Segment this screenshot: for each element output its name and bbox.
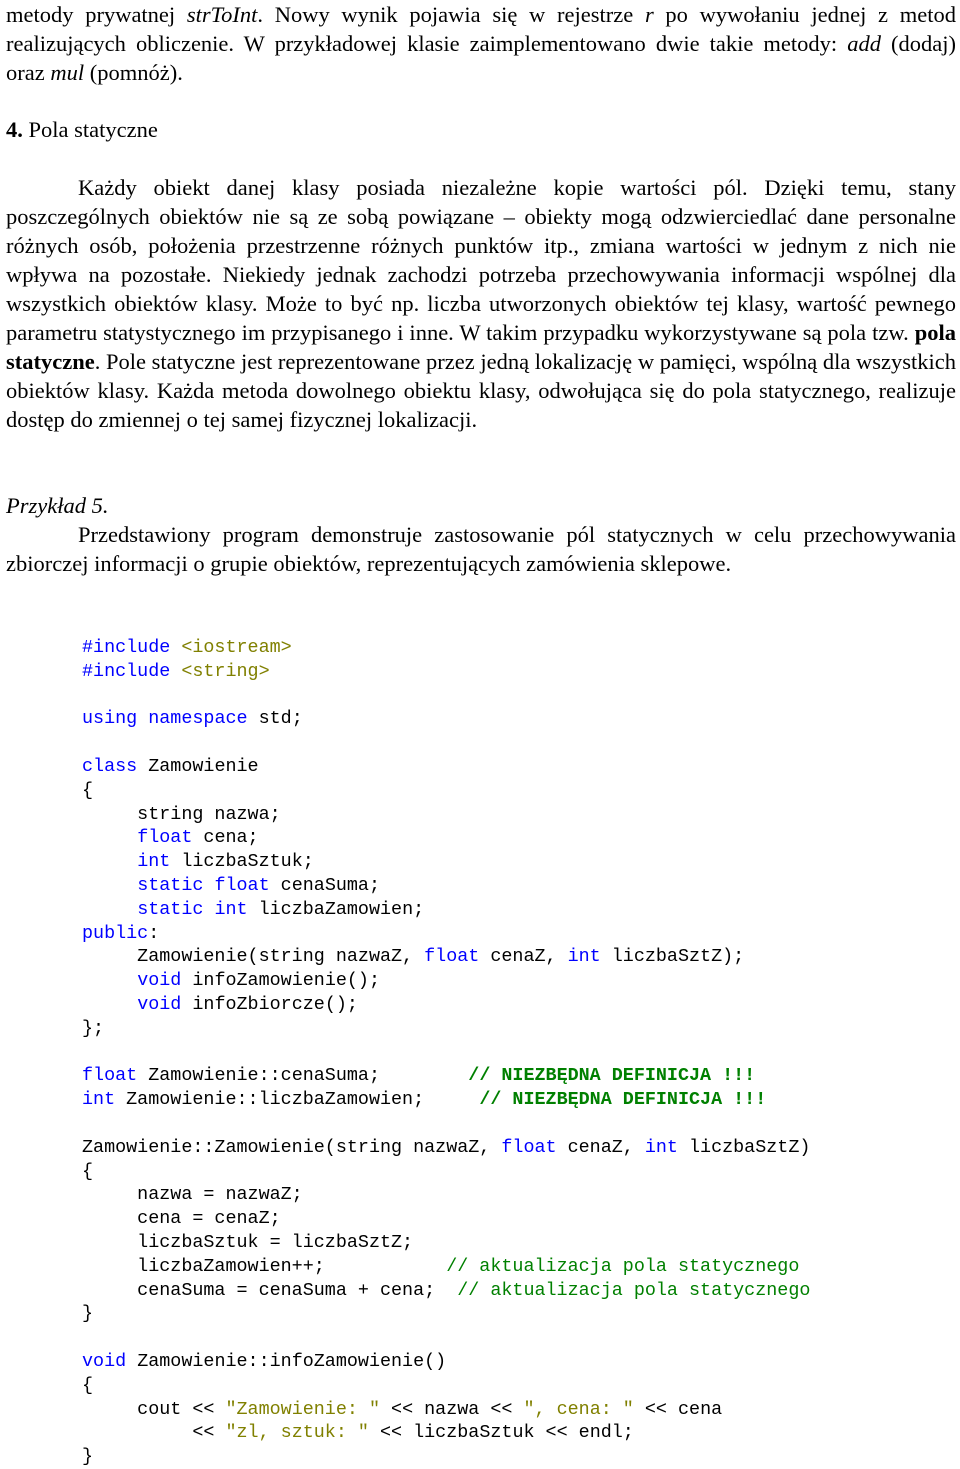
code-line: [82, 1041, 810, 1065]
code-text: infoZamowienie();: [181, 970, 380, 992]
code-text: << cena: [633, 1398, 723, 1420]
code-text: cenaSuma = cenaSuma + cena;: [82, 1279, 458, 1301]
code-text: }: [82, 1303, 94, 1325]
code-comment: // aktualizacja pola statycznego: [446, 1255, 800, 1277]
body-text: . Pole statyczne jest reprezentowane przez jedną lokalizację w pamięci, wspólną dla wszystkich obiektów klasy. Każda metoda dowolnego obiektu klasy, odwołująca się do pola statycznego, realizuje dostęp do zmiennej o tej samej fizycznej lokalizacji.: [6, 349, 956, 432]
code-comment-bold: // NIEZBĘDNA DEFINICJA !!!: [479, 1089, 767, 1111]
intro-italic-strtoint: strToInt: [186, 2, 258, 27]
code-text: liczbaSztuk;: [170, 851, 314, 873]
code-line: [82, 969, 810, 993]
code-line: [82, 1231, 810, 1255]
intro-italic-r: r: [644, 2, 654, 27]
code-keyword: void: [82, 1350, 127, 1372]
code-line: [82, 1255, 810, 1279]
code-line: [82, 1326, 810, 1350]
code-text: liczbaSztuk = liczbaSztZ;: [82, 1231, 414, 1253]
code-text: Zamowienie::Zamowienie(string nazwaZ,: [82, 1136, 502, 1158]
code-line: [82, 731, 810, 755]
code-line: [82, 850, 810, 874]
code-text: nazwa = nazwaZ;: [82, 1184, 303, 1206]
code-line: [82, 1017, 810, 1041]
code-text: cenaZ,: [556, 1136, 645, 1158]
code-comment-bold: // NIEZBĘDNA DEFINICJA !!!: [468, 1065, 756, 1087]
code-keyword: int: [82, 1089, 116, 1111]
code-text: cenaSuma;: [269, 874, 381, 896]
code-keyword: int: [214, 898, 248, 920]
code-line: [82, 1398, 810, 1422]
code-line: [82, 1302, 810, 1326]
intro-paragraph: [6, 0, 956, 87]
code-string: "Zamowienie: ": [225, 1398, 380, 1420]
code-text: [203, 899, 214, 920]
example-paragraph: Przedstawiony program demonstruje zastosowanie pól statycznych w celu przechowywania zbiorczej informacji o grupie obiektów, reprezentujących zamówienia sklepowe.: [6, 522, 956, 576]
code-keyword: #include: [82, 660, 182, 682]
code-text: Zamowienie: [137, 755, 259, 777]
code-text: }: [82, 1446, 94, 1468]
body-paragraph: [6, 173, 956, 434]
code-text: cenaZ,: [479, 946, 568, 968]
code-text: << nazwa <<: [380, 1398, 524, 1420]
section-heading: [6, 115, 158, 144]
code-line: [82, 922, 810, 946]
section-title: Pola statyczne: [28, 117, 158, 142]
code-line: [82, 755, 810, 779]
code-keyword: static: [137, 874, 204, 896]
intro-text: . Nowy wynik pojawia się w rejestrze: [257, 2, 645, 27]
code-text: <<: [82, 1422, 226, 1444]
code-text: liczbaZamowien++;: [82, 1255, 447, 1277]
code-text: Zamowienie::liczbaZamowien;: [115, 1089, 480, 1111]
code-line: [82, 803, 810, 827]
code-text: liczbaZamowien;: [247, 898, 425, 920]
code-keyword: int: [644, 1136, 678, 1158]
code-comment: // aktualizacja pola statycznego: [457, 1279, 811, 1301]
intro-italic-mul: mul: [50, 60, 85, 85]
code-listing: [82, 636, 810, 1469]
code-text: cena = cenaZ;: [82, 1208, 281, 1230]
code-keyword: float: [501, 1136, 557, 1158]
code-text: cout <<: [82, 1398, 226, 1420]
code-text: Zamowienie(string nazwaZ,: [82, 946, 425, 968]
code-keyword: float: [424, 946, 480, 968]
code-text: liczbaSztZ): [677, 1136, 811, 1158]
code-keyword: void: [137, 993, 182, 1015]
code-string: <string>: [181, 660, 270, 682]
code-line: [82, 660, 810, 684]
code-text: :: [148, 922, 160, 944]
code-line: [82, 1207, 810, 1231]
code-line: [82, 1183, 810, 1207]
code-line: [82, 993, 810, 1017]
code-text: infoZbiorcze();: [181, 993, 358, 1015]
code-text: << liczbaSztuk << endl;: [368, 1422, 634, 1444]
code-text: [82, 875, 137, 896]
code-text: {: [82, 779, 94, 801]
code-line: [82, 1160, 810, 1184]
code-string: ", cena: ": [523, 1398, 634, 1420]
code-keyword: float: [214, 874, 270, 896]
code-line: [82, 1112, 810, 1136]
intro-text: (dodaj) oraz: [6, 31, 956, 85]
code-string: <iostream>: [181, 637, 292, 658]
intro-text: metody prywatnej: [6, 2, 187, 27]
body-text: Każdy obiekt danej klasy posiada niezależne kopie wartości pól. Dzięki temu, stany poszczególnych obiektów nie są ze sobą powiązane – obiekty mogą odzwierciedlać dane personalne różnych osób, położenia przestrzenne różnych punktów itp., zmiana wartości w jednym z nich nie wpływa na pozostałe. Niekiedy jednak zachodzi potrzeba przechowywania informacji wspólnej dla wszystkich obiektów klasy. Może to być np. liczba utworzonych obiektów tej klasy, wartość pewnego parametru statystycznego im przypisanego i inne. W takim przypadku wykorzystywane są pola tzw.: [6, 175, 956, 345]
code-line: [82, 636, 810, 660]
intro-italic-add: add: [847, 31, 881, 56]
intro-text: po wywołaniu jednej z metod realizujących obliczenie. W przykładowej klasie zaimplementowano dwie takie metody:: [6, 2, 956, 56]
intro-text: (pomnóż).: [84, 60, 183, 85]
code-line: [82, 874, 810, 898]
code-text: [137, 708, 148, 729]
code-text: Zamowienie::infoZamowienie(): [126, 1350, 447, 1372]
code-keyword: class: [82, 755, 138, 777]
code-text: liczbaSztZ);: [600, 946, 745, 968]
code-line: [82, 684, 810, 708]
code-line: [82, 1279, 810, 1303]
code-line: [82, 945, 810, 969]
code-keyword: int: [567, 946, 601, 968]
code-text: };: [82, 1017, 105, 1039]
code-keyword: float: [137, 827, 193, 849]
code-line: [82, 1350, 810, 1374]
code-text: [82, 994, 137, 1015]
code-keyword: using: [82, 708, 138, 730]
code-keyword: namespace: [148, 708, 248, 730]
code-line: [82, 1421, 810, 1445]
code-line: [82, 1064, 810, 1088]
code-line: [82, 779, 810, 803]
code-text: string nazwa;: [82, 803, 281, 825]
code-text: [82, 970, 137, 991]
code-keyword: void: [137, 970, 182, 992]
code-text: {: [82, 1374, 94, 1396]
code-line: [82, 707, 810, 731]
example-label: Przykład 5.: [6, 493, 109, 518]
code-text: std;: [247, 708, 303, 730]
code-text: [82, 851, 137, 872]
code-text: Zamowienie::cenaSuma;: [137, 1065, 469, 1087]
code-keyword: static: [137, 898, 204, 920]
code-line: [82, 1445, 810, 1469]
code-keyword: #include: [82, 637, 182, 658]
code-string: "zl, sztuk: ": [225, 1422, 369, 1444]
code-keyword: public: [82, 922, 149, 944]
code-line: [82, 898, 810, 922]
code-text: [82, 899, 137, 920]
section-number: 4.: [6, 117, 23, 142]
code-text: {: [82, 1160, 94, 1182]
code-line: [82, 1088, 810, 1112]
code-keyword: int: [137, 851, 171, 873]
code-text: cena;: [192, 827, 259, 849]
code-line: [82, 1374, 810, 1398]
code-text: [203, 875, 214, 896]
code-line: [82, 826, 810, 850]
code-line: [82, 1136, 810, 1160]
code-keyword: float: [82, 1065, 138, 1087]
body-bold-term: pola statyczne: [6, 320, 956, 374]
code-text: [82, 827, 137, 848]
